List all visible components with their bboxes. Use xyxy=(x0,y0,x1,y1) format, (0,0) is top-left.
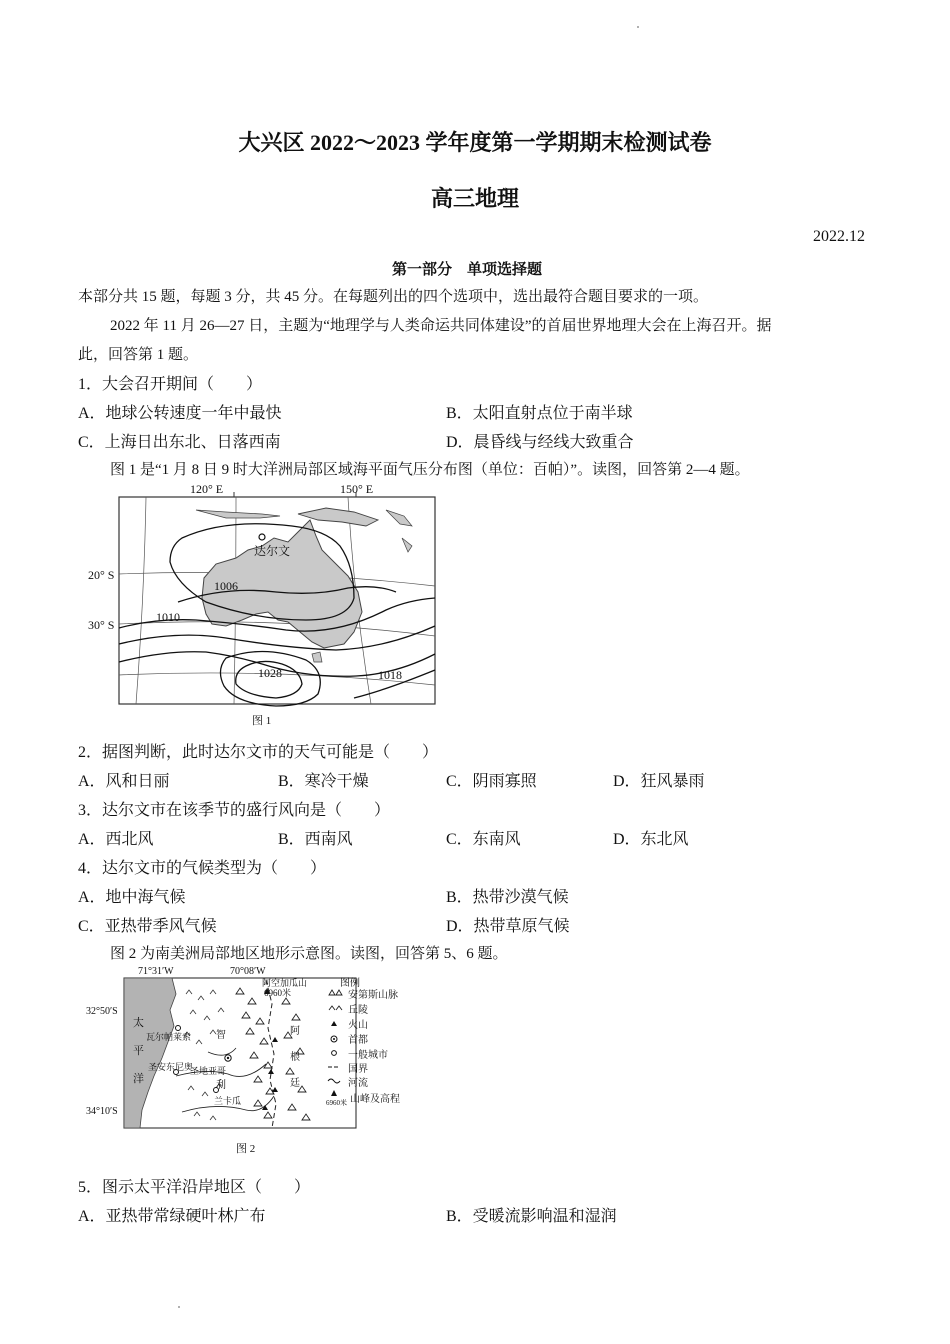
q1-option-a: A．地球公转速度一年中最快 xyxy=(78,405,282,422)
fig2-caption: 图 2 xyxy=(236,1143,256,1155)
q4-option-d: D．热带草原气候 xyxy=(446,918,570,935)
q5-option-a: A．亚热带常绿硬叶林广布 xyxy=(78,1208,266,1225)
fig1-isobar-1018: 1018 xyxy=(378,668,402,682)
fig1-isobar-1010: 1010 xyxy=(156,610,180,624)
q5-option-b: B．受暖流影响温和湿润 xyxy=(446,1208,617,1225)
fig2-ocean-3: 洋 xyxy=(133,1073,144,1085)
fig1-isobar-1006: 1006 xyxy=(214,579,238,593)
fig2-legend-peak-value: 6960米 xyxy=(326,1099,347,1107)
fig2-lon-70: 70°08′W xyxy=(230,966,266,977)
fig1-lat-30: 30° S xyxy=(88,618,115,632)
fig2-peak-name: 阿空加瓜山 xyxy=(262,978,308,988)
fig2-legend-volcano: 火山 xyxy=(348,1020,368,1031)
q4-option-a: A．地中海气候 xyxy=(78,889,186,906)
figure-1-pressure-map xyxy=(86,480,446,730)
q4-option-b: B．热带沙漠气候 xyxy=(446,889,569,906)
fig2-peak-height: 6960米 xyxy=(264,988,292,998)
fig2-chile-2: 利 xyxy=(216,1080,226,1091)
subject-title: 高三地理 xyxy=(430,186,519,211)
q3-stem: 3．达尔文市在该季节的盛行风向是（ ） xyxy=(78,802,391,819)
q3-option-a: A．西北风 xyxy=(78,831,154,848)
speck-top xyxy=(637,26,639,28)
fig2-lon-71: 71°31′W xyxy=(138,966,174,977)
q3-option-d: D．东北风 xyxy=(613,831,689,848)
speck-bottom xyxy=(178,1306,180,1308)
q2-option-a: A．风和日丽 xyxy=(78,773,170,790)
fig1-lat-20: 20° S xyxy=(88,568,115,582)
fig2-legend-title: 图例 xyxy=(340,978,360,989)
q2-option-d: D．狂风暴雨 xyxy=(613,773,705,790)
section-instructions: 本部分共 15 题，每题 3 分，共 45 分。在每题列出的四个选项中，选出最符合题目要求的一项。 xyxy=(78,289,709,305)
fig2-city-santiago: 圣地亚哥 xyxy=(190,1066,227,1076)
fig2-lat-34: 34°10′S xyxy=(86,1106,118,1117)
fig2-ocean-2: 平 xyxy=(133,1045,144,1057)
fig2-city-valparaiso: 瓦尔帕莱索 xyxy=(146,1032,192,1042)
fig2-arg-1: 阿 xyxy=(290,1026,300,1037)
fig2-chile-1: 智 xyxy=(216,1030,226,1041)
q2-stem: 2．据图判断，此时达尔文市的天气可能是（ ） xyxy=(78,744,439,761)
fig1-isobar-1028: 1028 xyxy=(258,666,282,680)
q4-option-c: C．亚热带季风气候 xyxy=(78,918,217,935)
q1-option-b: B．太阳直射点位于南半球 xyxy=(446,405,633,422)
q1-option-d: D．晨昏线与经线大致重合 xyxy=(446,434,634,451)
fig2-legend-capital: 首都 xyxy=(348,1035,368,1046)
fig1-lon-120: 120° E xyxy=(190,482,224,496)
fig2-legend-border: 国界 xyxy=(348,1064,368,1075)
intro-line-2: 此，回答第 1 题。 xyxy=(78,347,199,363)
intro-line-1: 2022 年 11 月 26—27 日，主题为“地理学与人类命运共同体建设”的首届世界地理大会在上海召开。据 xyxy=(110,318,772,334)
fig1-caption: 图 1 xyxy=(252,715,272,727)
fig2-legend-river: 河流 xyxy=(348,1078,368,1089)
fig2-intro: 图 2 为南美洲局部地区地形示意图。读图，回答第 5、6 题。 xyxy=(110,946,508,962)
q1-option-c: C．上海日出东北、日落西南 xyxy=(78,434,281,451)
fig2-city-rancagua: 兰卡瓜 xyxy=(214,1096,242,1106)
exam-date: 2022.12 xyxy=(813,228,865,245)
fig2-legend-peak: 山峰及高程 xyxy=(350,1094,400,1105)
q3-option-b: B．西南风 xyxy=(278,831,353,848)
q1-stem: 1．大会召开期间（ ） xyxy=(78,376,263,393)
fig2-arg-3: 廷 xyxy=(290,1078,300,1089)
fig1-darwin-label: 达尔文 xyxy=(254,544,291,558)
q4-stem: 4．达尔文市的气候类型为（ ） xyxy=(78,860,327,877)
fig2-legend-andes: 安第斯山脉 xyxy=(348,990,398,1001)
q2-option-b: B．寒冷干燥 xyxy=(278,773,369,790)
section-heading: 第一部分 单项选择题 xyxy=(392,262,543,278)
q2-option-c: C．阴雨寡照 xyxy=(446,773,537,790)
fig2-city-san-antonio: 圣安东尼奥 xyxy=(148,1062,194,1072)
figure-2-terrain-map xyxy=(86,964,416,1158)
fig2-legend-hills: 丘陵 xyxy=(348,1005,368,1016)
fig2-ocean-1: 太 xyxy=(133,1017,144,1029)
fig1-lon-150: 150° E xyxy=(340,482,374,496)
fig2-legend-city: 一般城市 xyxy=(348,1050,388,1061)
q5-stem: 5．图示太平洋沿岸地区（ ） xyxy=(78,1179,311,1196)
fig1-intro: 图 1 是“1 月 8 日 9 时大洋洲局部区域海平面气压分布图（单位：百帕）”。读图，回答第 2—4 题。 xyxy=(110,462,750,478)
q3-option-c: C．东南风 xyxy=(446,831,521,848)
exam-title: 大兴区 2022～2023 学年度第一学期期末检测试卷 xyxy=(238,130,712,155)
fig2-lat-32: 32°50′S xyxy=(86,1006,118,1017)
fig2-arg-2: 根 xyxy=(290,1052,300,1063)
